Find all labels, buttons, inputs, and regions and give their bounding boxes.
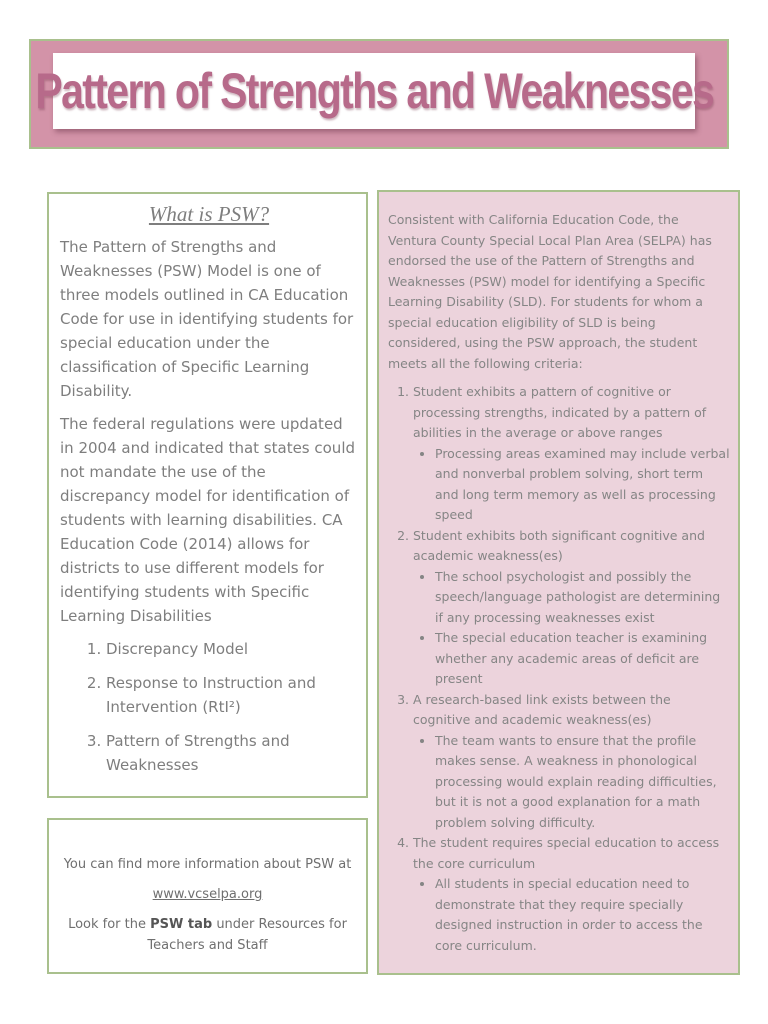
list-item: • Processing areas examined may include verbal and nonverbal problem solving, short term and long term memory as well as processing speed	[435, 444, 730, 526]
psw-tab-note: Look for the PSW tab under Resources for Teachers and Staff	[68, 917, 347, 953]
website-link[interactable]: www.vcselpa.org	[152, 887, 263, 902]
what-is-psw-box	[47, 192, 368, 798]
criteria-box	[377, 190, 740, 975]
list-item: • The team wants to ensure that the profile makes sense. A weakness in phonological processing would explain reading difficulties, but it is not a good explanation for a math problem solving difficulty.	[435, 731, 730, 834]
list-item: 1. Discrepancy Model	[106, 637, 358, 661]
title-card	[35, 53, 713, 129]
models-list	[60, 637, 358, 777]
list-item: • The special education teacher is examining whether any academic areas of deficit are present	[435, 628, 730, 690]
list-item: 2. Response to Instruction and Intervention (RtI²)	[106, 671, 358, 719]
page-title: Pattern of Strengths and Weaknesses	[35, 63, 713, 119]
more-info-box	[47, 818, 368, 974]
regulations-paragraph: The federal regulations were updated in 2004 and indicated that states could not mandate the use of the discrepancy model for identification of students with learning disabilities. CA Education Code (2014) allows for districts to use different models for identifying students with Specific Learning Disabilities	[60, 415, 356, 625]
list-item: 3. Pattern of Strengths and Weaknesses	[106, 729, 358, 777]
criteria-intro: Consistent with California Education Code, the Ventura County Special Local Plan Area (SELPA) has endorsed the use of the Pattern of Strengths and Weaknesses (PSW) model for identifying a Specific Learning Disability (SLD). For students for whom a special education eligibility of SLD is being considered, using the PSW approach, the student meets all the following criteria:	[388, 212, 712, 371]
title-banner	[29, 39, 729, 149]
criterion-item: 3. A research-based link exists between the cognitive and academic weakness(es) • The team wants to ensure that the profile makes sense. A weakness in phonological processing would explain reading difficulties, but it is not a good explanation for a math problem solving difficulty.	[413, 690, 730, 834]
list-item: • The school psychologist and possibly the speech/language pathologist are determining if any processing weaknesses exist	[435, 567, 730, 629]
criterion-item: 2. Student exhibits both significant cognitive and academic weakness(es) • The school psychologist and possibly the speech/language pathologist are determining if any processing weaknesses exist • The special education teacher is examining whether any academic areas of deficit are present	[413, 526, 730, 690]
criterion-item: 1. Student exhibits a pattern of cognitive or processing strengths, indicated by a pattern of abilities in the average or above ranges • Processing areas examined may include verbal and nonverbal problem solving, short term and long term memory as well as processing speed	[413, 382, 730, 526]
info-text: You can find more information about PSW at	[63, 857, 352, 872]
list-item: • All students in special education need to demonstrate that they require specially designed instruction in order to access the core curriculum.	[435, 874, 730, 956]
criteria-list	[388, 382, 730, 956]
intro-paragraph: The Pattern of Strengths and Weaknesses (PSW) Model is one of three models outlined in CA Education Code for use in identifying students for special education under the classification of Specific Learning Disability.	[60, 238, 354, 400]
criterion-item: 4. The student requires special education to access the core curriculum • All students in special education need to demonstrate that they require specially designed instruction in order to access the core curriculum.	[413, 833, 730, 956]
section-heading: What is PSW?	[148, 202, 270, 226]
